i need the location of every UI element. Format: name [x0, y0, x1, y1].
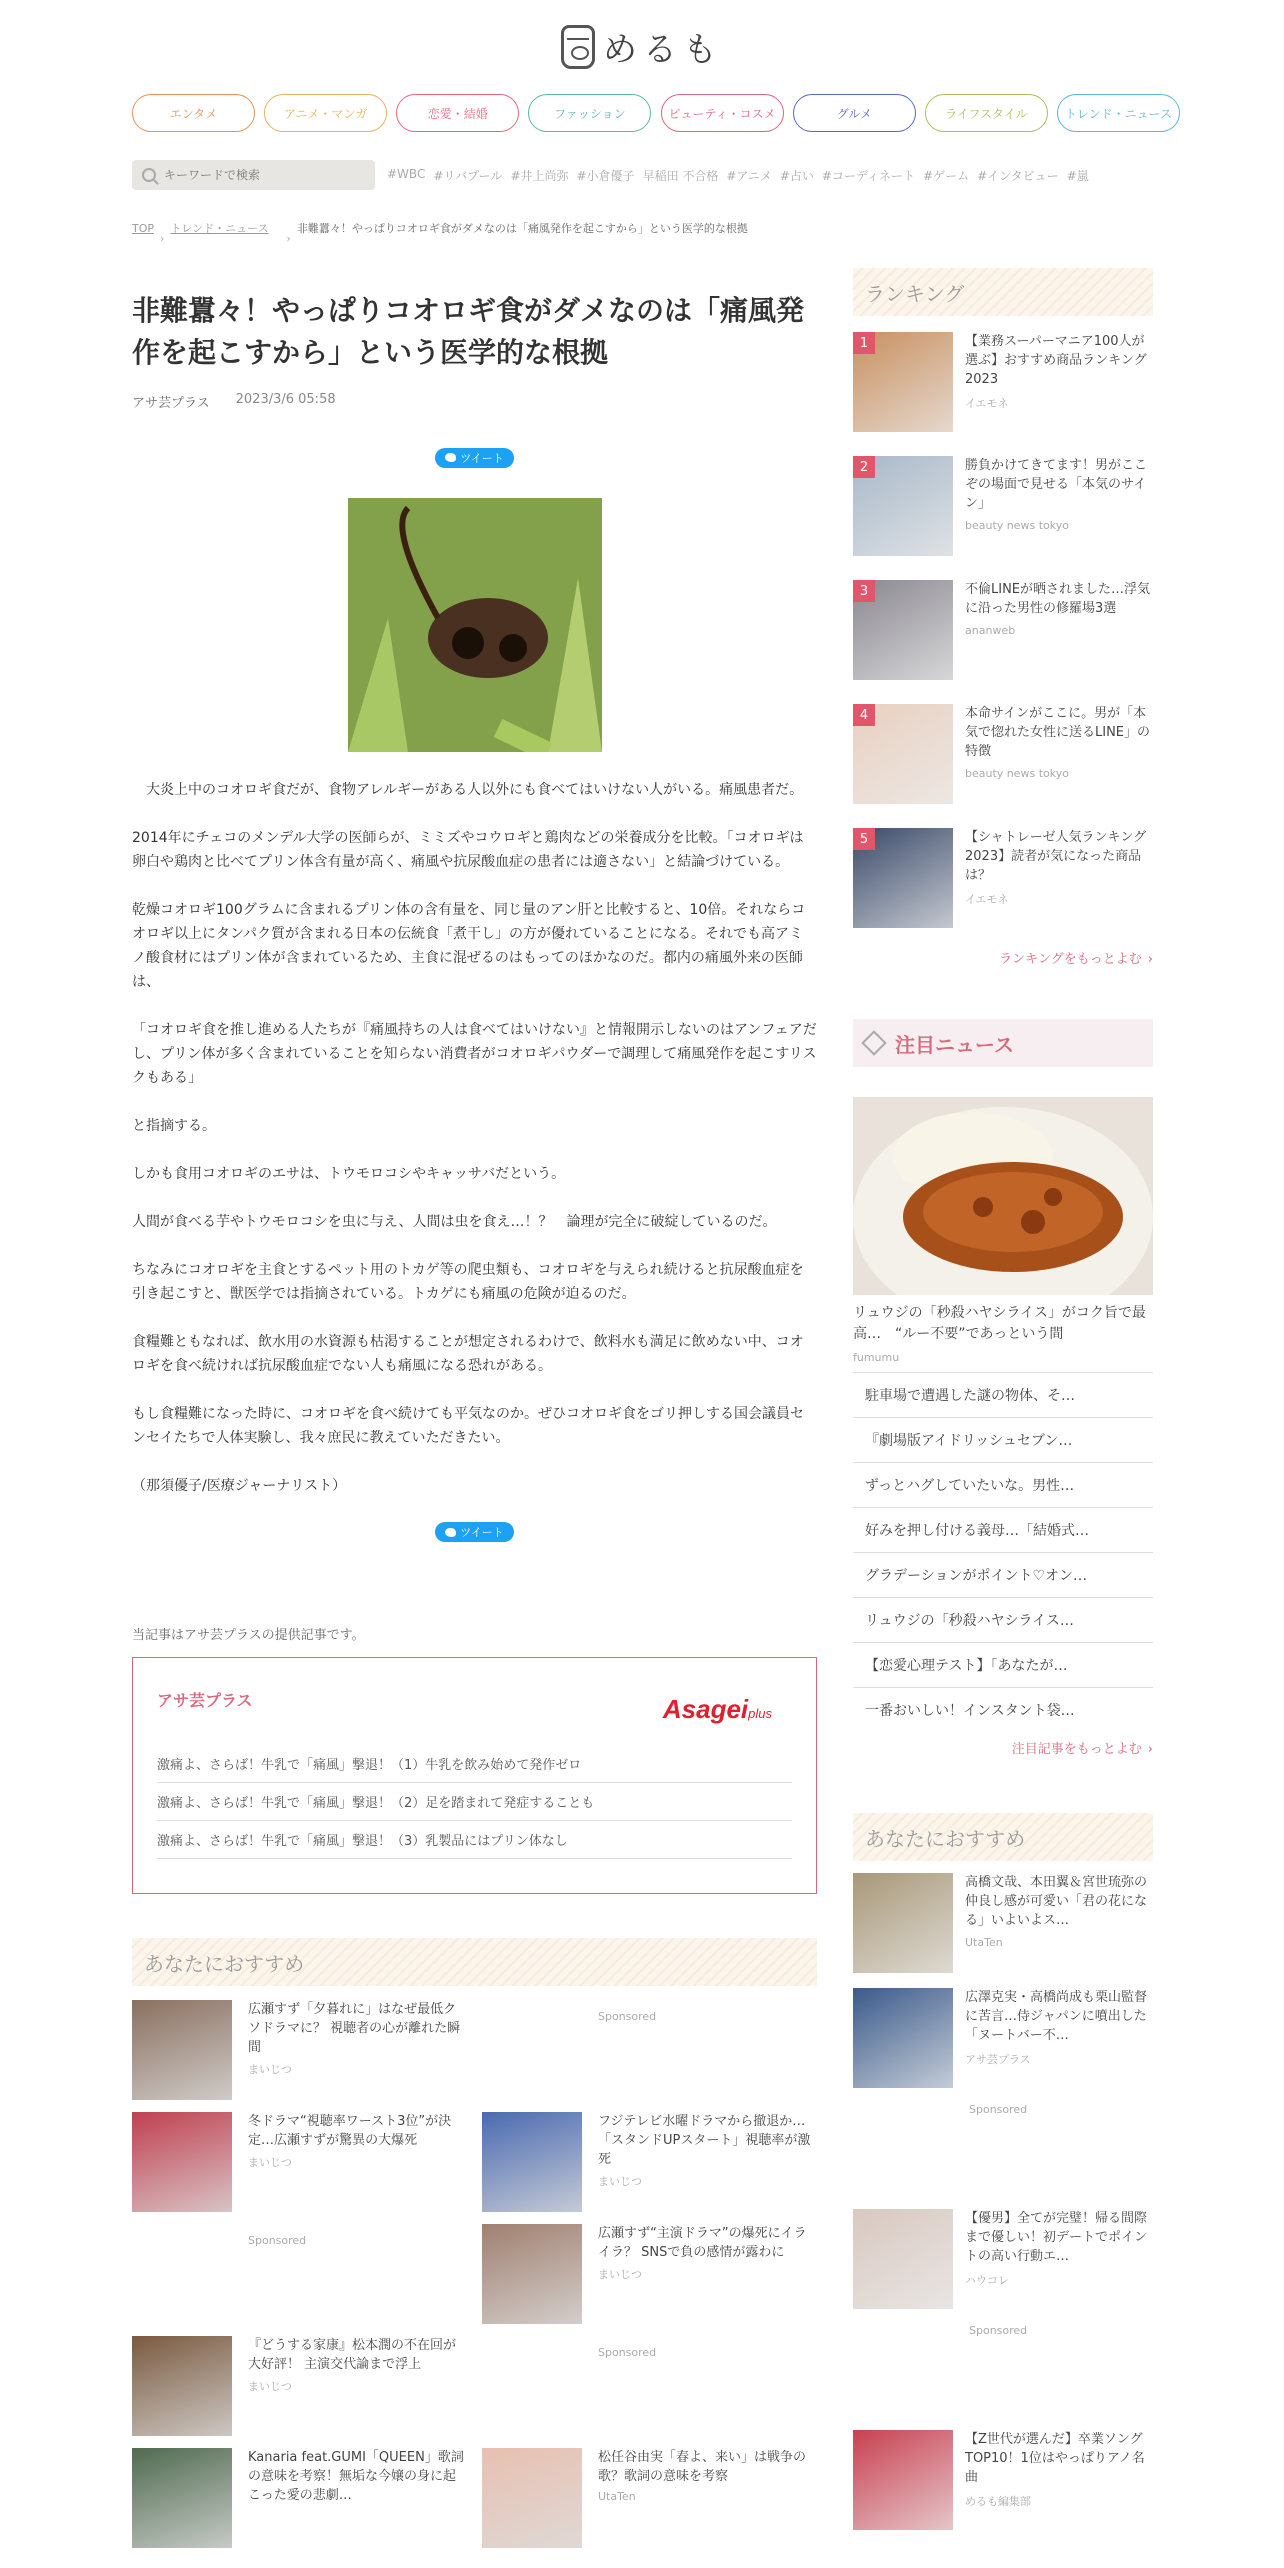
article-paragraph: 乾燥コオロギ100グラムに含まれるプリン体の含有量を、同じ量のアン肝と比較すると、10倍。それならコオロギ以上にタンパク質が含まれる日本の伝統食「煮干し」の方が優れていることになる。それでも高アミノ酸食材にはプリン体が含まれているため、主食に混ぜるのはもってのほかなのだ。都内の痛風外来の医師は、 — [132, 901, 806, 990]
ranking-list — [853, 332, 1153, 952]
cricket-photo — [348, 498, 602, 752]
ranking-text — [965, 580, 1153, 704]
provider-links — [157, 1745, 792, 1859]
ranking-source: イエモネ — [965, 397, 1009, 410]
breadcrumb-top[interactable]: TOP — [132, 222, 155, 235]
category-1[interactable]: アニメ・マンガ — [264, 94, 387, 132]
provider-box — [132, 1657, 817, 1894]
article-paragraph: 大炎上中のコオロギ食だが、食物アレルギーがある人以外にも食べてはいけない人がいる。痛風患者だ。 — [132, 781, 804, 798]
trending-tag[interactable]: 早稲田 不合格 — [642, 168, 719, 183]
trending-tag[interactable]: #インタビュー — [977, 168, 1059, 183]
main-content — [132, 220, 817, 2560]
sponsored-label: Sponsored — [248, 2234, 307, 2247]
ranking-text — [965, 704, 1153, 828]
side-recommend-thumbnail — [853, 2209, 953, 2309]
tweet-label: ツイート — [460, 1526, 504, 1539]
attention-list — [853, 1372, 1153, 1732]
trending-tag[interactable]: #アニメ — [726, 168, 772, 183]
recommend-grid — [132, 2000, 817, 2560]
ranking-text — [965, 828, 1153, 952]
ranking-title: 不倫LINEが晒されました…浮気に沿った男性の修羅場3選 — [965, 582, 1151, 616]
recommend-title: 冬ドラマ“視聴率ワースト3位”が決定…広瀬すずが驚異の大爆死 — [248, 2114, 452, 2148]
chevron-right-icon: › — [1147, 952, 1153, 967]
category-2[interactable]: 恋愛・結婚 — [396, 94, 519, 132]
breadcrumb-current: 非難囂々！やっぱりコオロギ食がダメなのは「痛風発作を起こすから」という医学的な根拠 — [296, 222, 748, 235]
category-7[interactable]: トレンド・ニュース — [1057, 94, 1180, 132]
tweet-button[interactable] — [435, 448, 513, 468]
recommend-thumbnail — [482, 2448, 582, 2548]
recommend-thumbnail — [132, 2448, 232, 2548]
attention-list-item[interactable]: 一番おいしい！インスタント袋… — [853, 1687, 1153, 1732]
article-body — [132, 778, 817, 1498]
recommend-item[interactable] — [132, 2448, 467, 2560]
ranking-item[interactable] — [853, 332, 1153, 456]
category-nav — [132, 94, 1180, 132]
attention-feature-title[interactable]: リュウジの「秒殺ハヤシライス」がコク旨で最高… “ルー不要”であっという間 — [853, 1305, 1146, 1342]
recommend-text — [598, 2448, 817, 2560]
provider-logo[interactable]: Asageiplus — [662, 1694, 772, 1724]
diamond-icon — [861, 1030, 886, 1055]
recommend-text — [248, 2000, 467, 2112]
category-3[interactable]: ファッション — [528, 94, 651, 132]
article-paragraph: 食糧難ともなれば、飲水用の水資源も枯渇することが想定されるわけで、飲料水も満足に飲めない中、コオロギを食べ続ければ抗尿酸血症でない人も痛風になる恐れがある。 — [132, 1333, 804, 1374]
trending-tags — [387, 167, 1177, 184]
recommend-thumbnail — [482, 2224, 582, 2324]
provider-link[interactable]: 激痛よ、さらば！牛乳で「痛風」撃退！（3）乳製品にはプリン体なし — [157, 1821, 792, 1859]
side-recommend-title: 【Z世代が選んだ】卒業ソングTOP10！1位はやっぱりアノ名曲 — [965, 2432, 1145, 2485]
article-paragraph: と指摘する。 — [132, 1117, 216, 1134]
side-recommend-thumbnail — [853, 1873, 953, 1973]
side-recommend-thumbnail — [853, 1988, 953, 2088]
ranking-source: beauty news tokyo — [965, 767, 1070, 780]
attention-feature-source: fumumu — [853, 1351, 900, 1364]
side-recommend-source: アサ芸プラス — [965, 2053, 1031, 2066]
side-recommend-text — [965, 2430, 1153, 2545]
trending-tag[interactable]: #嵐 — [1066, 168, 1089, 183]
provider-link[interactable]: 激痛よ、さらば！牛乳で「痛風」撃退！（1）牛乳を飲み始めて発作ゼロ — [157, 1745, 792, 1783]
search-icon — [142, 168, 156, 182]
article-paragraph: 2014年にチェコのメンデル大学の医師らが、ミミズやコウロギと鶏肉などの栄養成分を比較。「コオロギは卵白や鶏肉と比べてプリン体含有量が高く、痛風や抗尿酸血症の患者には適さない」と結論づけている。 — [132, 829, 804, 870]
recommend-source: まいじつ — [248, 2063, 292, 2076]
chevron-right-icon: › — [160, 232, 165, 245]
recommend-title: 松任谷由実「春よ、来い」は戦争の歌？歌詞の意味を考察 — [598, 2450, 807, 2484]
recommend-thumbnail — [132, 2112, 232, 2212]
recommend-thumbnail — [482, 2112, 582, 2212]
sponsored-label: Sponsored — [598, 2346, 657, 2359]
ranking-thumbnail — [853, 580, 953, 680]
side-recommend-title: 広澤克実・高橋尚成も栗山監督に苦言…侍ジャパンに噴出した「ヌートバー不… — [965, 1990, 1148, 2043]
recommend-text — [248, 2336, 467, 2448]
ranking-thumbnail — [853, 456, 953, 556]
ranking-item[interactable] — [853, 828, 1153, 952]
side-recommend-title: 高橋文哉、本田翼＆宮世琉弥の仲良し感が可愛い「君の花になる」いよいよス… — [965, 1875, 1148, 1928]
ranking-heading: ランキング — [853, 268, 1153, 316]
ranking-more-link[interactable]: ランキングをもっとよむ › — [999, 952, 1153, 967]
ranking-thumbnail — [853, 704, 953, 804]
sidebar — [853, 268, 1153, 2545]
side-recommend-source: めるも編集部 — [965, 2495, 1031, 2508]
provider-note: 当記事はアサ芸プラスの提供記事です。 — [132, 1628, 365, 1643]
recommend-item[interactable] — [482, 2448, 817, 2560]
attention-list-item[interactable]: グラデーションがポイント♡オン… — [853, 1552, 1153, 1597]
recommend-title: Kanaria feat.GUMI「QUEEN」歌詞の意味を考察！無垢な今嬢の身に起こった愛の悲劇… — [248, 2450, 464, 2503]
ranking-item[interactable] — [853, 580, 1153, 704]
recommend-item[interactable] — [482, 2224, 817, 2336]
attention-list-item[interactable]: リュウジの「秒殺ハヤシライス… — [853, 1597, 1153, 1642]
trending-tag[interactable]: #コーディネート — [821, 168, 916, 183]
side-recommend-item[interactable] — [853, 1988, 1153, 2103]
recommend-title: 広瀬すず“主演ドラマ”の爆死にイライラ？ SNSで負の感情が露わに — [598, 2226, 807, 2260]
tweet-button-bottom[interactable] — [435, 1522, 513, 1542]
recommend-text — [598, 2224, 817, 2336]
breadcrumb — [132, 220, 817, 248]
ranking-thumbnail — [853, 332, 953, 432]
attention-list-item[interactable]: 好みを押し付ける義母…「結婚式… — [853, 1507, 1153, 1552]
recommend-source: まいじつ — [598, 2175, 642, 2188]
trending-tag[interactable]: #リバプール — [433, 168, 503, 183]
ranking-title: 勝負かけてきてます！男がここぞの場面で見せる「本気のサイン」 — [965, 458, 1148, 511]
rank-badge: 5 — [853, 828, 875, 850]
article-title: 非難囂々！やっぱりコオロギ食がダメなのは「痛風発作を起こすから」という医学的な根拠 — [132, 294, 805, 369]
twitter-bird-icon — [445, 1528, 456, 1537]
breadcrumb-section[interactable]: トレンド・ニュース — [170, 222, 269, 235]
category-5[interactable]: グルメ — [793, 94, 916, 132]
article-date: 2023/3/6 05:58 — [235, 392, 336, 407]
side-recommend-item[interactable] — [853, 2430, 1153, 2545]
tweet-label: ツイート — [460, 451, 504, 465]
article-paragraph: （那須優子/医療ジャーナリスト） — [132, 1477, 347, 1494]
recommend-title: 広瀬すず「夕暮れに」はなぜ最低クソドラマに？ 視聴者の心が離れた瞬間 — [248, 2002, 461, 2055]
ranking-title: 本命サインがここに。男が「本気で惚れた女性に送るLINE」の特徴 — [965, 706, 1151, 759]
side-recommend-heading: あなたにおすすめ — [853, 1813, 1153, 1861]
side-recommend-title: 【優男】全てが完璧！帰る間際まで優しい！初デートでポイントの高い行動エ… — [965, 2211, 1148, 2264]
ranking-item[interactable] — [853, 704, 1153, 828]
recommend-thumbnail — [132, 2336, 232, 2436]
side-recommend-thumbnail — [853, 2430, 953, 2530]
trending-tag[interactable]: #ゲーム — [923, 168, 970, 183]
recommend-text — [248, 2112, 467, 2224]
rank-badge: 2 — [853, 456, 875, 478]
side-recommend-text — [965, 2209, 1153, 2324]
trending-tag[interactable]: #占い — [779, 168, 814, 183]
search-input[interactable] — [164, 168, 364, 182]
twitter-bird-icon — [445, 453, 456, 462]
category-0[interactable]: エンタメ — [132, 94, 255, 132]
hayashi-rice-photo[interactable] — [853, 1097, 1153, 1295]
side-recommend-item[interactable] — [853, 1873, 1153, 1988]
recommend-item[interactable] — [482, 2112, 817, 2224]
recommend-source: まいじつ — [598, 2268, 642, 2281]
sponsored-label: Sponsored — [598, 2010, 657, 2023]
side-recommend-item[interactable] — [853, 2209, 1153, 2324]
side-recommend-source: UtaTen — [965, 1936, 1003, 1949]
side-recommend-list — [853, 1873, 1153, 2545]
attention-list-item[interactable]: 【恋愛心理テスト】「あなたが… — [853, 1642, 1153, 1687]
side-recommend-source: ハウコレ — [965, 2274, 1009, 2287]
recommend-source: まいじつ — [248, 2156, 292, 2169]
attention-list-item[interactable]: 駐車場で遭遇した謎の物体、そ… — [853, 1372, 1153, 1417]
category-4[interactable]: ビューティ・コスメ — [661, 94, 784, 132]
ranking-source: イエモネ — [965, 893, 1009, 906]
article-source[interactable]: アサ芸プラス — [132, 396, 210, 411]
sponsored-label: Sponsored — [969, 2324, 1028, 2337]
article-paragraph: 「コオロギ食を推し進める人たちが『痛風持ちの人は食べてはいけない』と情報開示しないのはアンフェアだし、プリン体が多く含まれていることを知らない消費者がコオロギパウダーで調理して痛風発作を起こすリスクもある」 — [132, 1021, 817, 1086]
trending-tag[interactable]: #小倉優子 — [576, 168, 635, 183]
article-meta — [132, 392, 817, 411]
category-6[interactable]: ライフスタイル — [925, 94, 1048, 132]
side-recommend-text — [965, 1988, 1153, 2103]
ranking-source: ananweb — [965, 624, 1016, 637]
side-recommend-text — [965, 1873, 1153, 1988]
ranking-thumbnail — [853, 828, 953, 928]
search-row — [132, 160, 1180, 190]
recommend-text — [248, 2448, 467, 2560]
logo-text: めるも — [603, 30, 723, 70]
article-paragraph: もし食糧難になった時に、コオロギを食べ続けても平気なのか。ぜひコオロギ食をゴリ押しする国会議員センセイたちで人体実験し、我々庶民に教えていただきたい。 — [132, 1405, 804, 1446]
ranking-item[interactable] — [853, 456, 1153, 580]
ranking-text — [965, 456, 1153, 580]
attention-list-item[interactable]: ずっとハグしていたいな。男性… — [853, 1462, 1153, 1507]
sponsored-label: Sponsored — [969, 2103, 1028, 2116]
recommend-heading: あなたにおすすめ — [132, 1938, 817, 1986]
article-paragraph: 人間が食べる芋やトウモロコシを虫に与え、人間は虫を食え…！？ 論理が完全に破綻しているのだ。 — [132, 1213, 777, 1230]
jar-icon — [561, 25, 595, 69]
attention-heading: 注目ニュース — [853, 1019, 1153, 1067]
recommend-item[interactable] — [132, 2112, 467, 2224]
ranking-source: beauty news tokyo — [965, 519, 1070, 532]
attention-more-link[interactable]: 注目記事をもっとよむ › — [1011, 1742, 1153, 1757]
trending-tag[interactable]: #WBC — [387, 166, 426, 181]
ranking-title: 【シャトレーゼ人気ランキング2023】読者が気になった商品は？ — [965, 830, 1147, 883]
recommend-thumbnail — [132, 2000, 232, 2100]
provider-link[interactable]: 激痛よ、さらば！牛乳で「痛風」撃退！（2）足を踏まれて発症することも — [157, 1783, 792, 1821]
attention-list-item[interactable]: 『劇場版アイドリッシュセブン… — [853, 1417, 1153, 1462]
chevron-right-icon: › — [286, 232, 291, 245]
search-box[interactable] — [132, 160, 375, 190]
recommend-title: 『どうする家康』松本潤の不在回が大好評！ 主演交代論まで浮上 — [248, 2338, 457, 2372]
recommend-source: まいじつ — [248, 2380, 292, 2393]
site-logo[interactable] — [0, 22, 1284, 71]
recommend-source: UtaTen — [598, 2490, 636, 2503]
article-paragraph: ちなみにコオロギを主食とするペット用のトカゲ等の爬虫類も、コオロギを与えられ続けると抗尿酸血症を引き起こすと、獣医学では指摘されている。トカゲにも痛風の危険が迫るのだ。 — [132, 1261, 804, 1302]
recommend-text — [598, 2112, 817, 2224]
rank-badge: 4 — [853, 704, 875, 726]
recommend-item[interactable] — [132, 2336, 467, 2448]
article-paragraph: しかも食用コオロギのエサは、トウモロコシやキャッサバだという。 — [132, 1165, 566, 1182]
provider-name[interactable]: アサ芸プラス — [157, 1691, 253, 1710]
rank-badge: 3 — [853, 580, 875, 602]
rank-badge: 1 — [853, 332, 875, 354]
recommend-item[interactable] — [132, 2000, 467, 2112]
chevron-right-icon: › — [1147, 1742, 1153, 1757]
trending-tag[interactable]: #井上尚弥 — [510, 168, 569, 183]
ranking-title: 【業務スーパーマニア100人が選ぶ】おすすめ商品ランキング2023 — [965, 334, 1147, 387]
ranking-text — [965, 332, 1153, 456]
recommend-title: フジテレビ水曜ドラマから撤退か…「スタンドUPスタート」視聴率が激死 — [598, 2114, 811, 2167]
